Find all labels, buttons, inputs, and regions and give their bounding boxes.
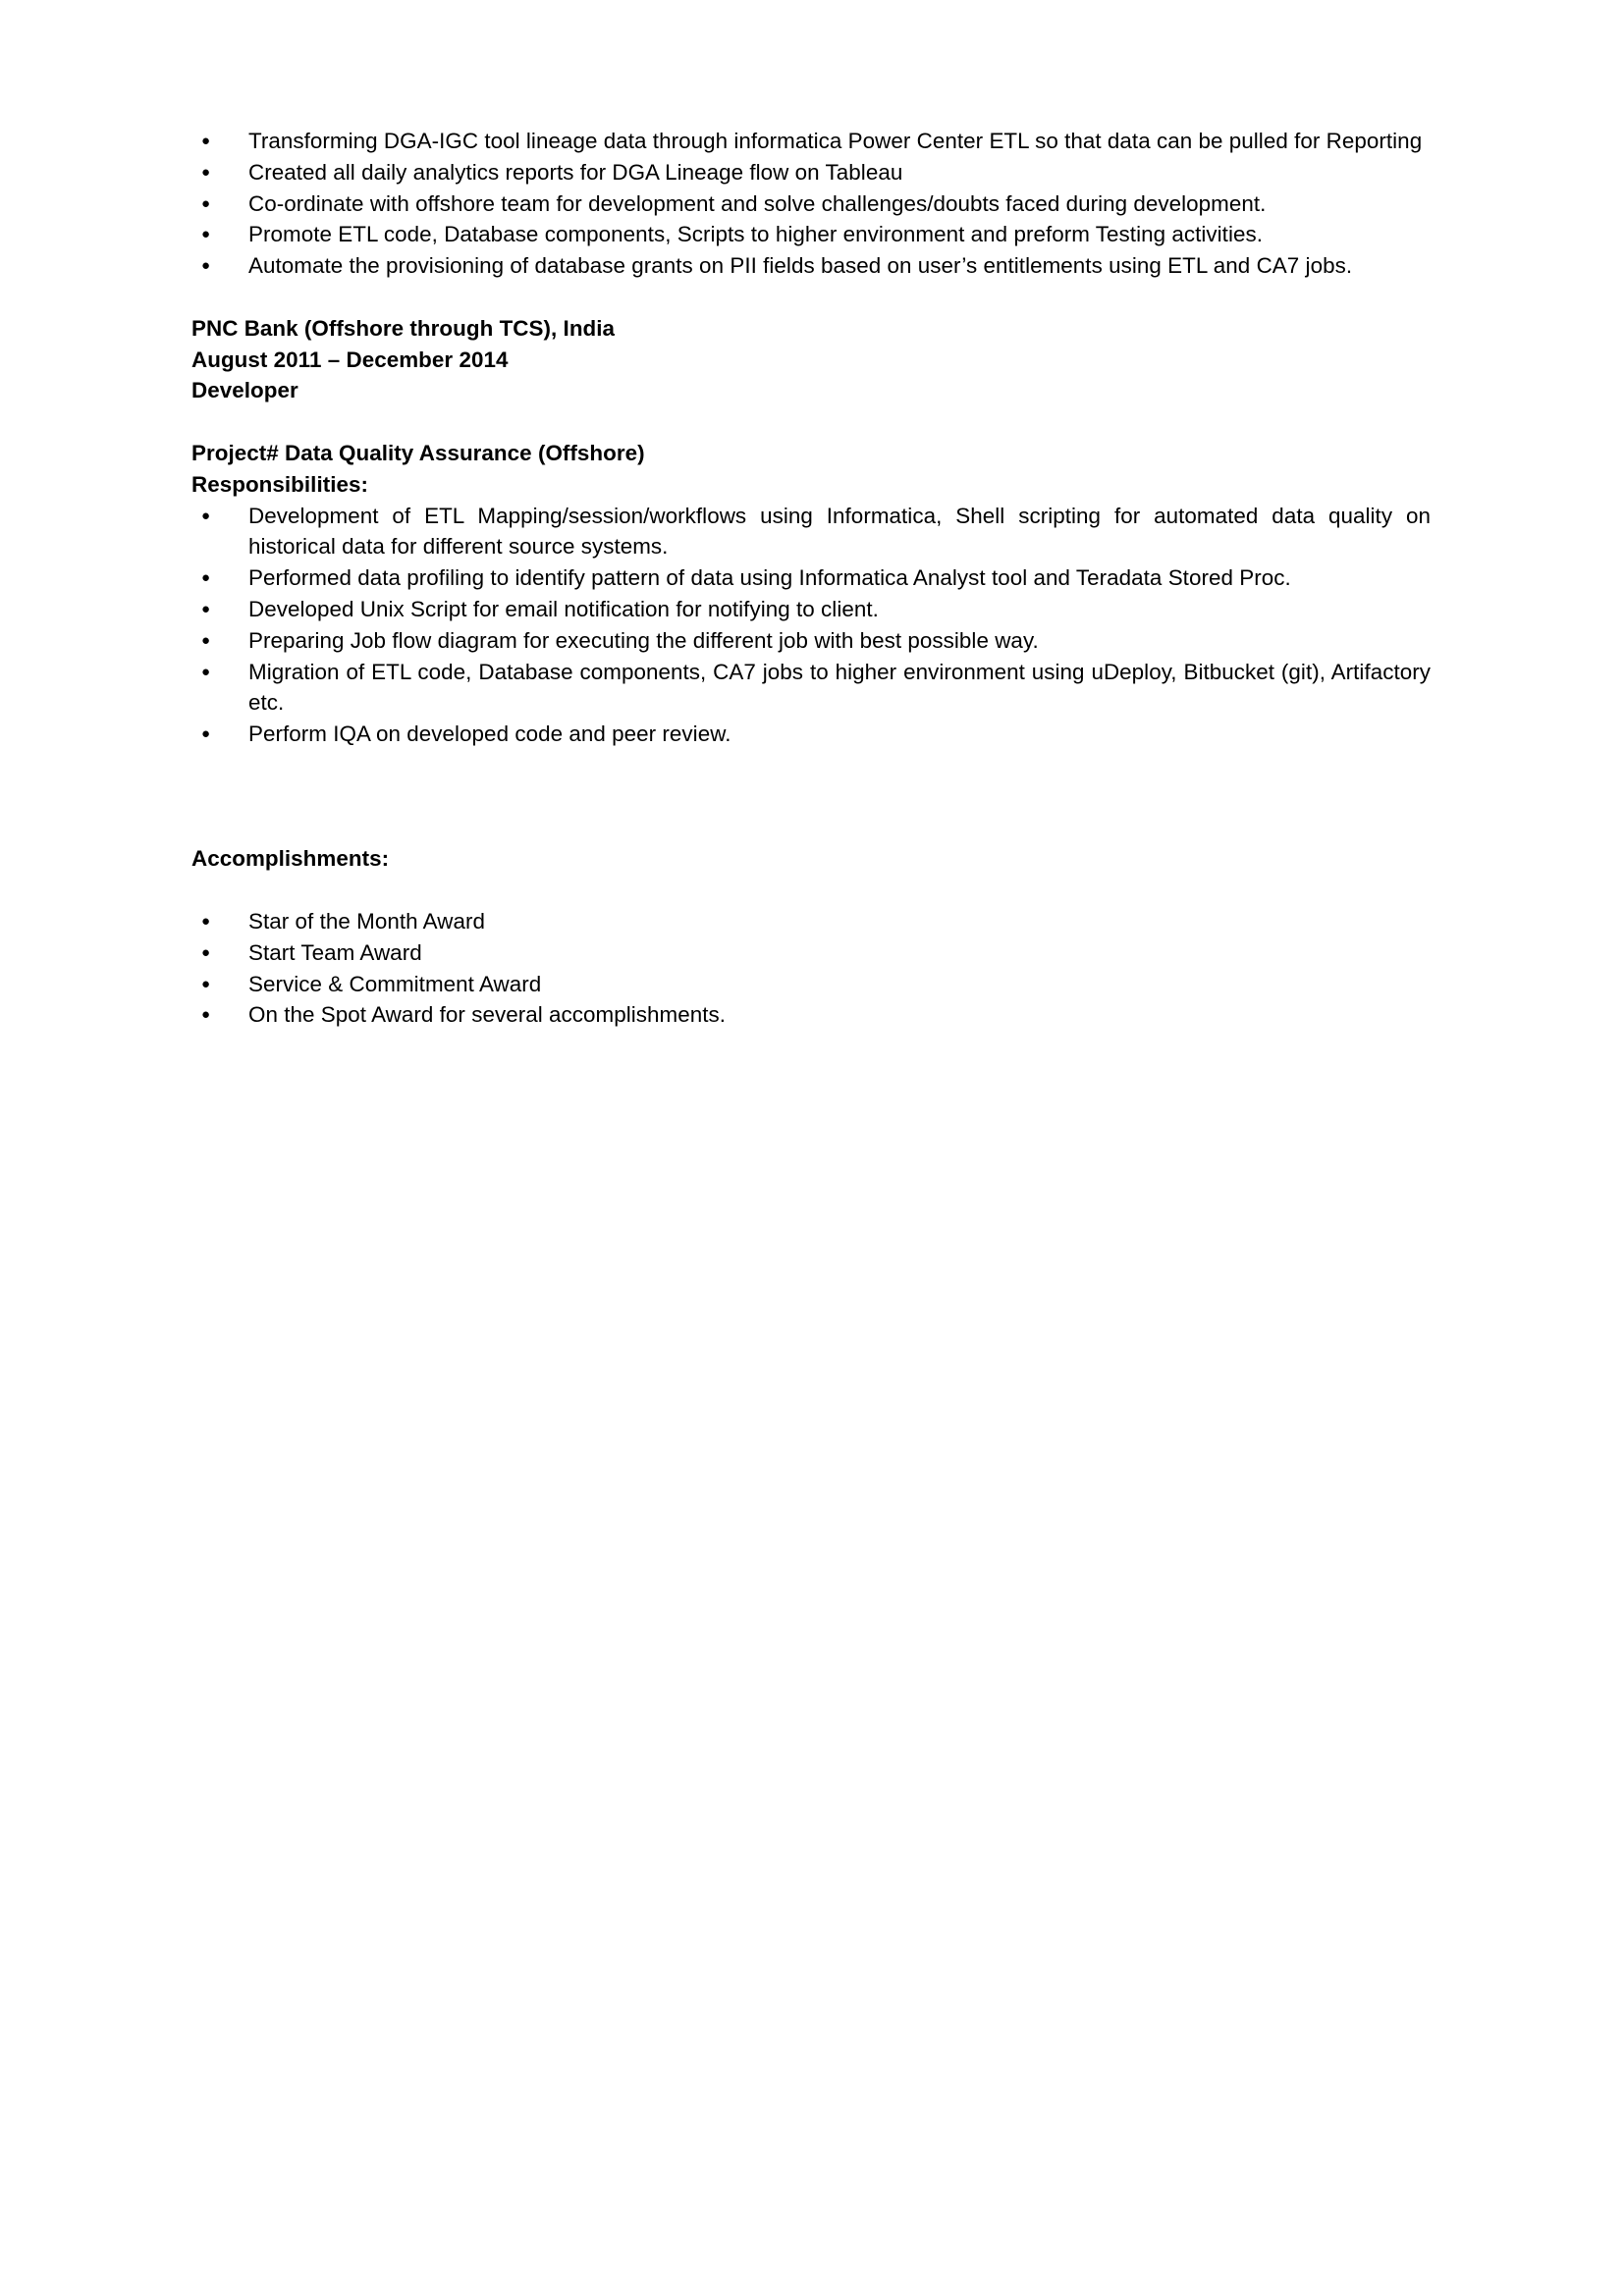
bullet-text: Performed data profiling to identify pattern of data using Informatica Analyst tool and Teradata Stored Proc. — [248, 565, 1291, 591]
bullet-text: Automate the provisioning of database grants on PII fields based on user’s entitlements using ETL and CA7 jobs. — [248, 253, 1353, 279]
accomplishments-title: Accomplishments: — [191, 846, 390, 872]
bullet-text: Co-ordinate with offshore team for development and solve challenges/doubts faced during development. — [248, 190, 1267, 216]
employer-role: Developer — [191, 378, 298, 403]
bullet-text: Star of the Month Award — [248, 908, 485, 934]
employer-company: PNC Bank (Offshore through TCS), India — [191, 315, 616, 341]
spacer — [191, 875, 1431, 906]
list-item — [191, 625, 1431, 657]
list-item — [191, 999, 1431, 1031]
bullet-text: Perform IQA on developed code and peer review. — [248, 721, 731, 747]
spacer — [191, 406, 1431, 438]
responsibilities-label: Responsibilities: — [191, 471, 369, 497]
list-item — [191, 188, 1431, 220]
bullet-text: Development of ETL Mapping/session/workflows using Informatica, Shell scripting for automated data quality on historical data for different source systems. — [248, 503, 1431, 560]
accomplishments-bullet-list — [191, 906, 1431, 1031]
project-title: Project# Data Quality Assurance (Offshore) — [191, 440, 645, 465]
bullet-text: Created all daily analytics reports for DGA Lineage flow on Tableau — [248, 159, 903, 185]
list-item — [191, 250, 1431, 282]
page-content — [191, 126, 1431, 1031]
bullet-text: Preparing Job flow diagram for executing the different job with best possible way. — [248, 627, 1039, 653]
employer-dates: August 2011 – December 2014 — [191, 347, 509, 372]
list-item — [191, 937, 1431, 969]
bullet-text: Promote ETL code, Database components, Scripts to higher environment and preform Testing activities. — [248, 222, 1263, 247]
spacer — [191, 282, 1431, 313]
list-item — [191, 126, 1431, 157]
list-item — [191, 906, 1431, 937]
spacer — [191, 750, 1431, 843]
bullet-text: Transforming DGA-IGC tool lineage data through informatica Power Center ETL so that data can be pulled for Reporting — [248, 129, 1423, 153]
list-item — [191, 501, 1431, 563]
list-item — [191, 719, 1431, 750]
list-item — [191, 562, 1431, 594]
experience-continued-bullet-list — [191, 126, 1431, 282]
bullet-text: Start Team Award — [248, 939, 422, 965]
bullet-text: Developed Unix Script for email notification for notifying to client. — [248, 596, 879, 621]
list-item — [191, 157, 1431, 188]
responsibilities-bullet-list — [191, 501, 1431, 750]
list-item — [191, 219, 1431, 250]
bullet-text: Migration of ETL code, Database components, CA7 jobs to higher environment using uDeploy, Bitbucket (git), Artifactory etc. — [248, 659, 1431, 716]
list-item — [191, 969, 1431, 1000]
bullet-text: Service & Commitment Award — [248, 971, 542, 996]
list-item — [191, 657, 1431, 720]
bullet-text: On the Spot Award for several accomplishments. — [248, 1002, 727, 1028]
list-item — [191, 594, 1431, 625]
employer-heading-block — [191, 313, 1431, 406]
project-heading-block — [191, 438, 1431, 501]
